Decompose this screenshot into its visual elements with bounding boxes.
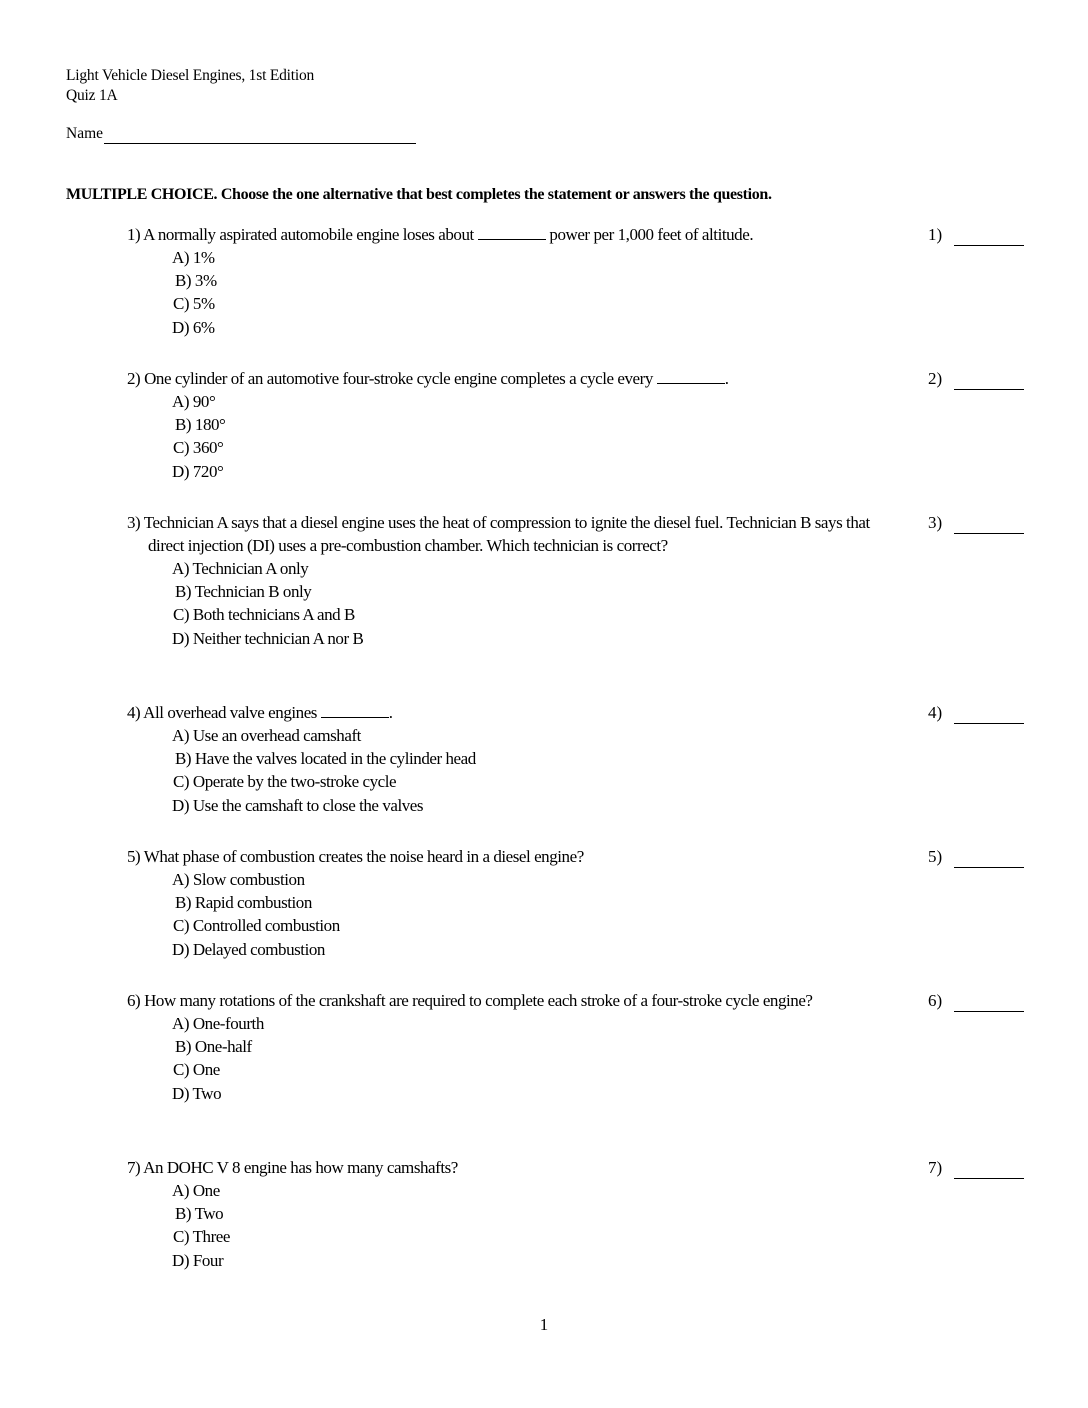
fill-in-blank [321,702,389,718]
stem-text: power per 1,000 feet of altitude. [549,225,754,244]
question-5 [127,845,887,961]
answer-label: 4) [928,703,943,722]
answer-slot-2 [928,367,1024,390]
stem-text: Technician A says that a diesel engine uses the heat of compression to ignite the diesel fuel. Technician B says that direct injection (DI) uses a pre-combustion chamber. Which technician is correct? [143,513,870,555]
choice-b: B) Rapid combustion [175,893,312,913]
page-number: 1 [539,1315,549,1334]
answer-label: 2) [928,369,943,388]
choice-a: A) One [172,1181,220,1200]
question-2 [127,367,887,483]
choice-c: C) Three [173,1227,230,1247]
question-4 [127,701,887,817]
question-stem [127,1156,887,1179]
answer-line[interactable] [954,231,1024,246]
answer-label: 5) [928,847,943,866]
choice-b: B) 180° [175,415,226,435]
choice-a: A) 1% [172,248,215,267]
choice-a: A) Slow combustion [172,870,305,889]
answer-line[interactable] [954,375,1024,390]
question-number: 6) [127,991,141,1010]
stem-text: One cylinder of an automotive four-stroke cycle engine completes a cycle every [144,369,653,388]
question-number: 4) [127,703,141,722]
stem-text: What phase of combustion creates the noise heard in a diesel engine? [143,847,584,866]
question-stem [127,367,887,390]
answer-line[interactable] [954,709,1024,724]
choice-d: D) 6% [172,317,215,337]
answer-line[interactable] [954,853,1024,868]
answer-line[interactable] [954,997,1024,1012]
course-title: Light Vehicle Diesel Engines, 1st Edition [66,67,315,84]
section-instructions: MULTIPLE CHOICE. Choose the one alternative that best completes the statement or answers the question. [66,186,772,203]
choice-b: B) Technician B only [175,582,312,602]
choice-d: D) Delayed combustion [172,939,325,959]
stem-text: An DOHC V 8 engine has how many camshafts? [143,1158,458,1177]
answer-label: 6) [928,991,943,1010]
answer-slot-6 [928,989,1024,1012]
answer-label: 7) [928,1158,943,1177]
answer-line[interactable] [954,519,1024,534]
choice-a: A) One-fourth [172,1014,264,1033]
question-number: 7) [127,1158,141,1177]
choice-b: B) 3% [175,271,217,291]
choice-d: D) Neither technician A nor B [172,628,364,648]
question-number: 3) [127,513,141,532]
question-stem [127,701,887,724]
choice-a: A) Use an overhead camshaft [172,726,361,745]
choice-d: D) Four [172,1250,224,1270]
choice-d: D) Use the camshaft to close the valves [172,795,424,815]
name-input-line[interactable] [104,125,416,144]
choice-c: C) One [173,1060,220,1080]
answer-slot-5 [928,845,1024,868]
fill-in-blank [478,224,546,240]
choice-b: B) Have the valves located in the cylinder head [175,749,476,769]
choice-c: C) Both technicians A and B [173,605,355,625]
question-number: 5) [127,847,141,866]
answer-slot-4 [928,701,1024,724]
answer-slot-3 [928,511,1024,534]
choice-c: C) 5% [173,294,215,314]
choice-d: D) 720° [172,461,224,481]
choice-a: A) Technician A only [172,559,309,578]
choice-b: B) One-half [175,1037,252,1057]
question-stem [127,989,872,1012]
question-number: 1) [127,225,141,244]
name-label: Name [66,125,104,142]
fill-in-blank [657,368,725,384]
question-stem [127,511,902,557]
question-number: 2) [127,369,141,388]
stem-text: . [724,369,729,388]
stem-text: A normally aspirated automobile engine loses about [143,225,474,244]
question-3 [127,511,902,650]
stem-text: . [388,703,393,722]
answer-slot-7 [928,1156,1024,1179]
question-stem [127,845,887,868]
answer-line[interactable] [954,1164,1024,1179]
choice-a: A) 90° [172,392,216,411]
choice-b: B) Two [175,1204,224,1224]
quiz-title: Quiz 1A [66,87,118,104]
choice-c: C) 360° [173,438,224,458]
choice-c: C) Operate by the two-stroke cycle [173,772,397,792]
answer-slot-1 [928,223,1024,246]
choice-d: D) Two [172,1083,222,1103]
question-6 [127,989,872,1105]
question-stem [127,223,887,246]
answer-label: 3) [928,513,943,532]
stem-text: How many rotations of the crankshaft are required to complete each stroke of a four-stroke cycle engine? [144,991,813,1010]
stem-text: All overhead valve engines [143,703,317,722]
answer-label: 1) [928,225,943,244]
choice-c: C) Controlled combustion [173,916,340,936]
name-field-row [66,124,416,144]
question-1 [127,223,887,339]
question-7 [127,1156,887,1272]
